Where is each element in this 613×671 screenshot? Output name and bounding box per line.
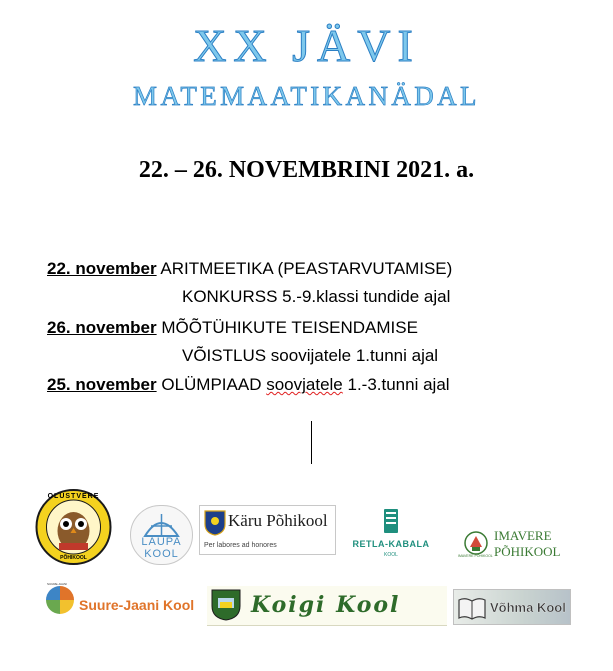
event-row-1-cont bbox=[182, 285, 450, 309]
event-title: ARITMEETIKA (PEASTARVUTAMISE) bbox=[160, 259, 453, 278]
event-row-2 bbox=[47, 316, 418, 340]
dome-icon bbox=[131, 508, 192, 538]
crest-icon bbox=[210, 588, 242, 622]
event-title-post: 1.-3.tunni ajal bbox=[342, 375, 450, 394]
koigi-name: Koigi Kool bbox=[251, 592, 401, 618]
shield-icon bbox=[204, 510, 226, 536]
date-range: 22. – 26. NOVEMBRINI 2021. a. bbox=[138, 157, 475, 183]
karu-motto: Per labores ad honores bbox=[204, 542, 277, 549]
laupa-line2: KOOL bbox=[144, 548, 179, 560]
event-row-3 bbox=[47, 373, 450, 397]
spellcheck-word: soovjatele bbox=[266, 375, 343, 394]
retla-sub: KOOL bbox=[384, 552, 398, 558]
vohma-name: Võhma Kool bbox=[490, 600, 566, 615]
retla-name: RETLA-KABALA bbox=[352, 539, 430, 549]
olustvere-name: OLUSTVERE bbox=[47, 493, 100, 500]
text-cursor bbox=[311, 421, 312, 464]
book-icon bbox=[381, 508, 401, 534]
imavere-line1: IMAVERE bbox=[494, 528, 552, 543]
laupa-logo bbox=[130, 505, 193, 565]
retla-kabala-logo bbox=[348, 505, 434, 565]
event-detail: KONKURSS 5.-9.klassi tundide ajal bbox=[182, 287, 451, 306]
suure-small: SUURE-JAANI bbox=[47, 582, 68, 586]
vohma-logo bbox=[453, 589, 571, 625]
imavere-logo bbox=[458, 523, 574, 565]
page-title: XX JÄVI bbox=[193, 20, 420, 71]
koigi-logo bbox=[207, 586, 447, 626]
karu-name: Käru Põhikool bbox=[228, 511, 328, 530]
open-book-icon bbox=[458, 595, 486, 621]
olustvere-logo bbox=[35, 487, 112, 567]
event-title: MÕÕTÜHIKUTE TEISENDAMISE bbox=[161, 318, 418, 337]
suure-name: Suure-Jaani Kool bbox=[79, 597, 195, 613]
event-detail: VÕISTLUS soovijatele 1.tunni ajal bbox=[182, 346, 439, 365]
suure-jaani-logo bbox=[45, 582, 195, 627]
pie-emblem-icon bbox=[45, 585, 75, 615]
olustvere-sub: PÕHIKOOL bbox=[60, 555, 87, 561]
event-row-1 bbox=[47, 257, 452, 281]
event-date: 26. november bbox=[47, 318, 157, 337]
karu-logo bbox=[199, 505, 336, 555]
page-subtitle: MATEMAATIKANÄDAL bbox=[133, 81, 480, 111]
event-date: 25. november bbox=[47, 375, 157, 394]
event-date: 22. november bbox=[47, 259, 157, 278]
imavere-line2: PÕHIKOOL bbox=[494, 544, 561, 559]
laupa-line1: LAUPA bbox=[141, 536, 182, 548]
event-title-pre: OLÜMPIAAD bbox=[161, 375, 267, 394]
imavere-small: IMAVERE PÕHIKOOL bbox=[458, 554, 493, 558]
event-row-2-cont bbox=[182, 344, 438, 368]
